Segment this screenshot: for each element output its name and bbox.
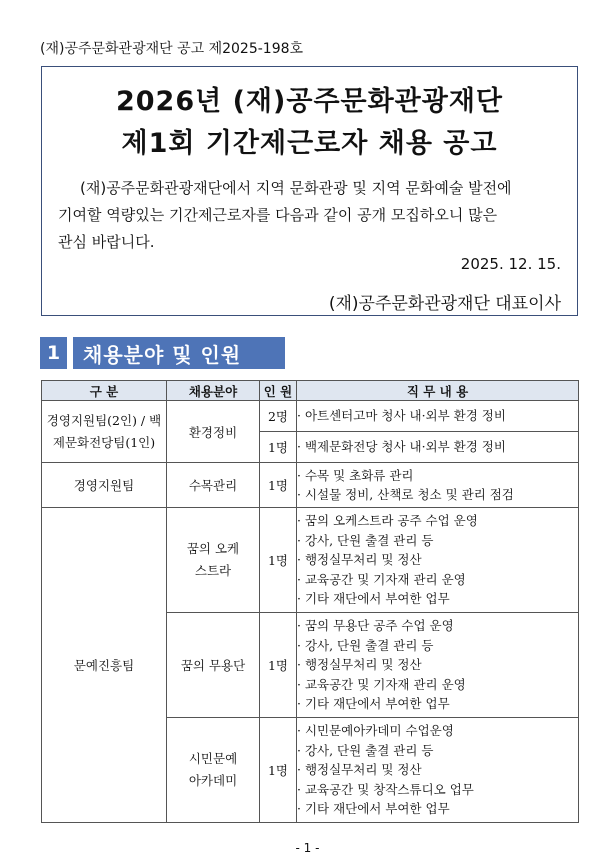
duty-item: · 행정실무처리 및 정산 bbox=[297, 657, 422, 673]
section-number: 1 bbox=[40, 337, 67, 369]
field-cell: 시민문예 아카데미 bbox=[167, 718, 260, 823]
notice-signature: (재)공주문화관광재단 대표이사 bbox=[328, 294, 561, 314]
duties-cell bbox=[297, 508, 579, 613]
intro-line: 기여할 역량있는 기간제근로자를 다음과 같이 공개 모집하오니 많은 bbox=[58, 206, 498, 224]
dept-cell: 경영지원팀(2인) / 백제문화전당팀(1인) bbox=[42, 401, 167, 463]
duties-cell bbox=[297, 718, 579, 823]
duties-cell bbox=[297, 613, 579, 718]
dept-cell: 문예진흥팀 bbox=[42, 508, 167, 823]
duty-item: · 강사, 단원 출결 관리 등 bbox=[297, 742, 434, 758]
count-cell: 1명 bbox=[260, 508, 297, 613]
count-cell: 1명 bbox=[260, 463, 297, 508]
duty-item: · 기타 재단에서 부여한 업무 bbox=[297, 591, 450, 607]
duty-item: · 행정실무처리 및 정산 bbox=[297, 552, 422, 568]
duty-item: · 행정실무처리 및 정산 bbox=[297, 762, 422, 778]
notice-title-line1: 2026년 (재)공주문화관광재단 bbox=[115, 86, 504, 117]
duty-item: · 꿈의 오케스트라 공주 수업 운영 bbox=[297, 513, 478, 529]
count-cell: 1명 bbox=[260, 613, 297, 718]
notice-box bbox=[41, 66, 578, 316]
header-duties: 직 무 내 용 bbox=[297, 381, 579, 401]
duties-cell bbox=[297, 432, 579, 463]
document-reference: (재)공주문화관광재단 공고 제2025-198호 bbox=[40, 41, 304, 57]
duty-item: · 아트센터고마 청사 내·외부 환경 정비 bbox=[297, 408, 506, 424]
field-cell: 환경정비 bbox=[167, 401, 260, 463]
field-cell: 꿈의 오케스트라 bbox=[167, 508, 260, 613]
notice-title-line2: 제1회 기간제근로자 채용 공고 bbox=[121, 128, 498, 159]
duty-item: · 강사, 단원 출결 관리 등 bbox=[297, 532, 434, 548]
duty-item: · 강사, 단원 출결 관리 등 bbox=[297, 637, 434, 653]
field-cell: 꿈의 무용단 bbox=[167, 613, 260, 718]
notice-date: 2025. 12. 15. bbox=[460, 255, 561, 273]
intro-line: 관심 바랍니다. bbox=[58, 233, 155, 251]
header-field: 채용분야 bbox=[167, 381, 260, 401]
count-cell: 2명 bbox=[260, 401, 297, 432]
header-count: 인 원 bbox=[260, 381, 297, 401]
table-row bbox=[42, 401, 579, 432]
intro-line: (재)공주문화관광재단에서 지역 문화관광 및 지역 문화예술 발전에 bbox=[80, 179, 512, 197]
duty-item: · 교육공간 및 창작스튜디오 업무 bbox=[297, 781, 474, 797]
duty-item: · 수목 및 초화류 관리 bbox=[297, 467, 414, 483]
dept-cell: 경영지원팀 bbox=[42, 463, 167, 508]
field-cell: 수목관리 bbox=[167, 463, 260, 508]
duty-item: · 시설물 정비, 산책로 청소 및 관리 점검 bbox=[297, 487, 514, 502]
recruitment-table bbox=[41, 380, 579, 823]
duty-item: · 교육공간 및 기자재 관리 운영 bbox=[297, 676, 466, 692]
duty-item: · 꿈의 무용단 공주 수업 운영 bbox=[297, 618, 454, 634]
section-title: 채용분야 및 인원 bbox=[73, 337, 285, 369]
notice-intro bbox=[58, 175, 564, 256]
duties-cell bbox=[297, 401, 579, 432]
table-header-row bbox=[42, 381, 579, 401]
count-cell: 1명 bbox=[260, 432, 297, 463]
duty-item: · 백제문화전당 청사 내·외부 환경 정비 bbox=[297, 439, 506, 455]
section-header bbox=[40, 337, 285, 369]
header-division: 구 분 bbox=[42, 381, 167, 401]
table-row bbox=[42, 463, 579, 508]
count-cell: 1명 bbox=[260, 718, 297, 823]
duty-item: · 기타 재단에서 부여한 업무 bbox=[297, 801, 450, 817]
duty-item: · 기타 재단에서 부여한 업무 bbox=[297, 696, 450, 712]
duties-cell bbox=[297, 463, 579, 508]
table-row bbox=[42, 508, 579, 613]
duty-item: · 시민문예아카데미 수업운영 bbox=[297, 723, 454, 739]
duty-item: · 교육공간 및 기자재 관리 운영 bbox=[297, 571, 466, 587]
page-number: - 1 - bbox=[295, 841, 320, 855]
